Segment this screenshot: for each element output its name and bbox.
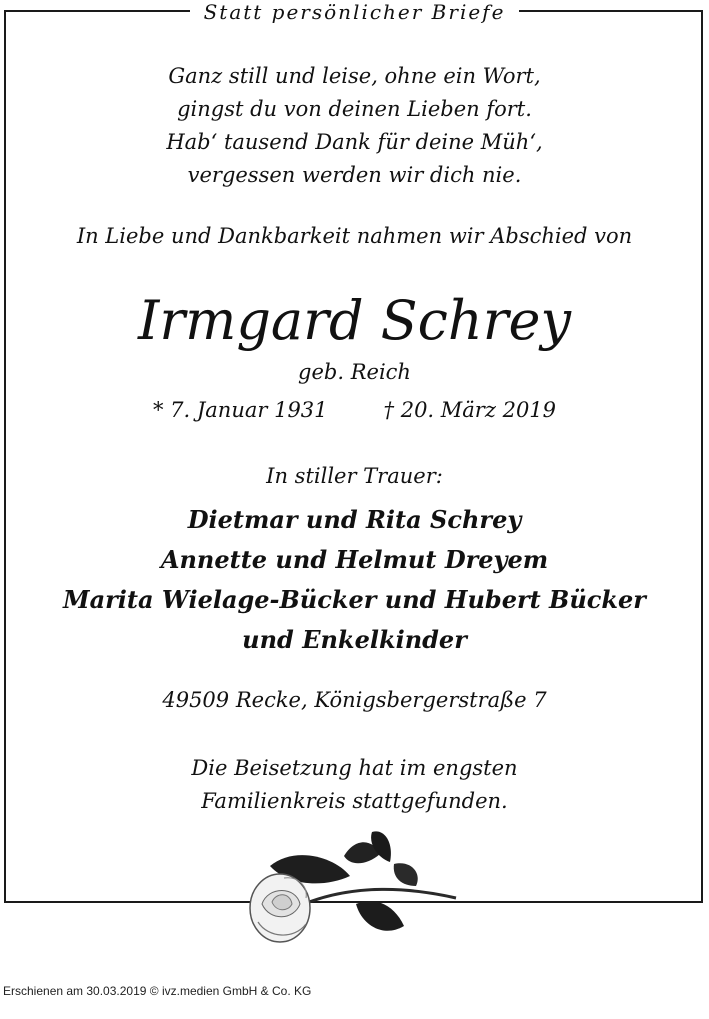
funeral-line: Familienkreis stattgefunden. (201, 789, 508, 813)
address: 49509 Recke, Königsbergerstraße 7 (162, 688, 547, 712)
poem-line: vergessen werden wir dich nie. (187, 163, 522, 187)
life-dates (0, 398, 709, 422)
header-text: Statt persönlicher Briefe (190, 0, 520, 24)
mourning-label: In stiller Trauer: (266, 464, 443, 488)
header-caption (0, 0, 709, 24)
funeral-line: Die Beisetzung hat im engsten (191, 756, 518, 780)
family-line: Annette und Helmut Dreyem (160, 545, 549, 574)
poem-line: Ganz still und leise, ohne ein Wort, (168, 64, 541, 88)
birth-name: geb. Reich (298, 360, 411, 384)
family-line: Marita Wielage-Bücker und Hubert Bücker (63, 585, 646, 614)
publication-footer: Erschienen am 30.03.2019 © ivz.medien GmbH & Co. KG (3, 984, 312, 998)
poem-line: Hab‘ tausend Dank für deine Müh‘, (166, 130, 543, 154)
death-date: † 20. März 2019 (383, 398, 557, 422)
family-line: und Enkelkinder (242, 625, 467, 654)
intro-text: In Liebe und Dankbarkeit nahmen wir Abschied von (76, 224, 633, 248)
poem (0, 60, 709, 192)
funeral-note (0, 752, 709, 818)
deceased-name: Irmgard Schrey (138, 289, 571, 352)
rose-icon (244, 826, 464, 950)
poem-line: gingst du von deinen Lieben fort. (177, 97, 532, 121)
family-line: Dietmar und Rita Schrey (187, 505, 522, 534)
birth-date: * 7. Januar 1931 (152, 398, 328, 422)
family-list (0, 500, 709, 660)
